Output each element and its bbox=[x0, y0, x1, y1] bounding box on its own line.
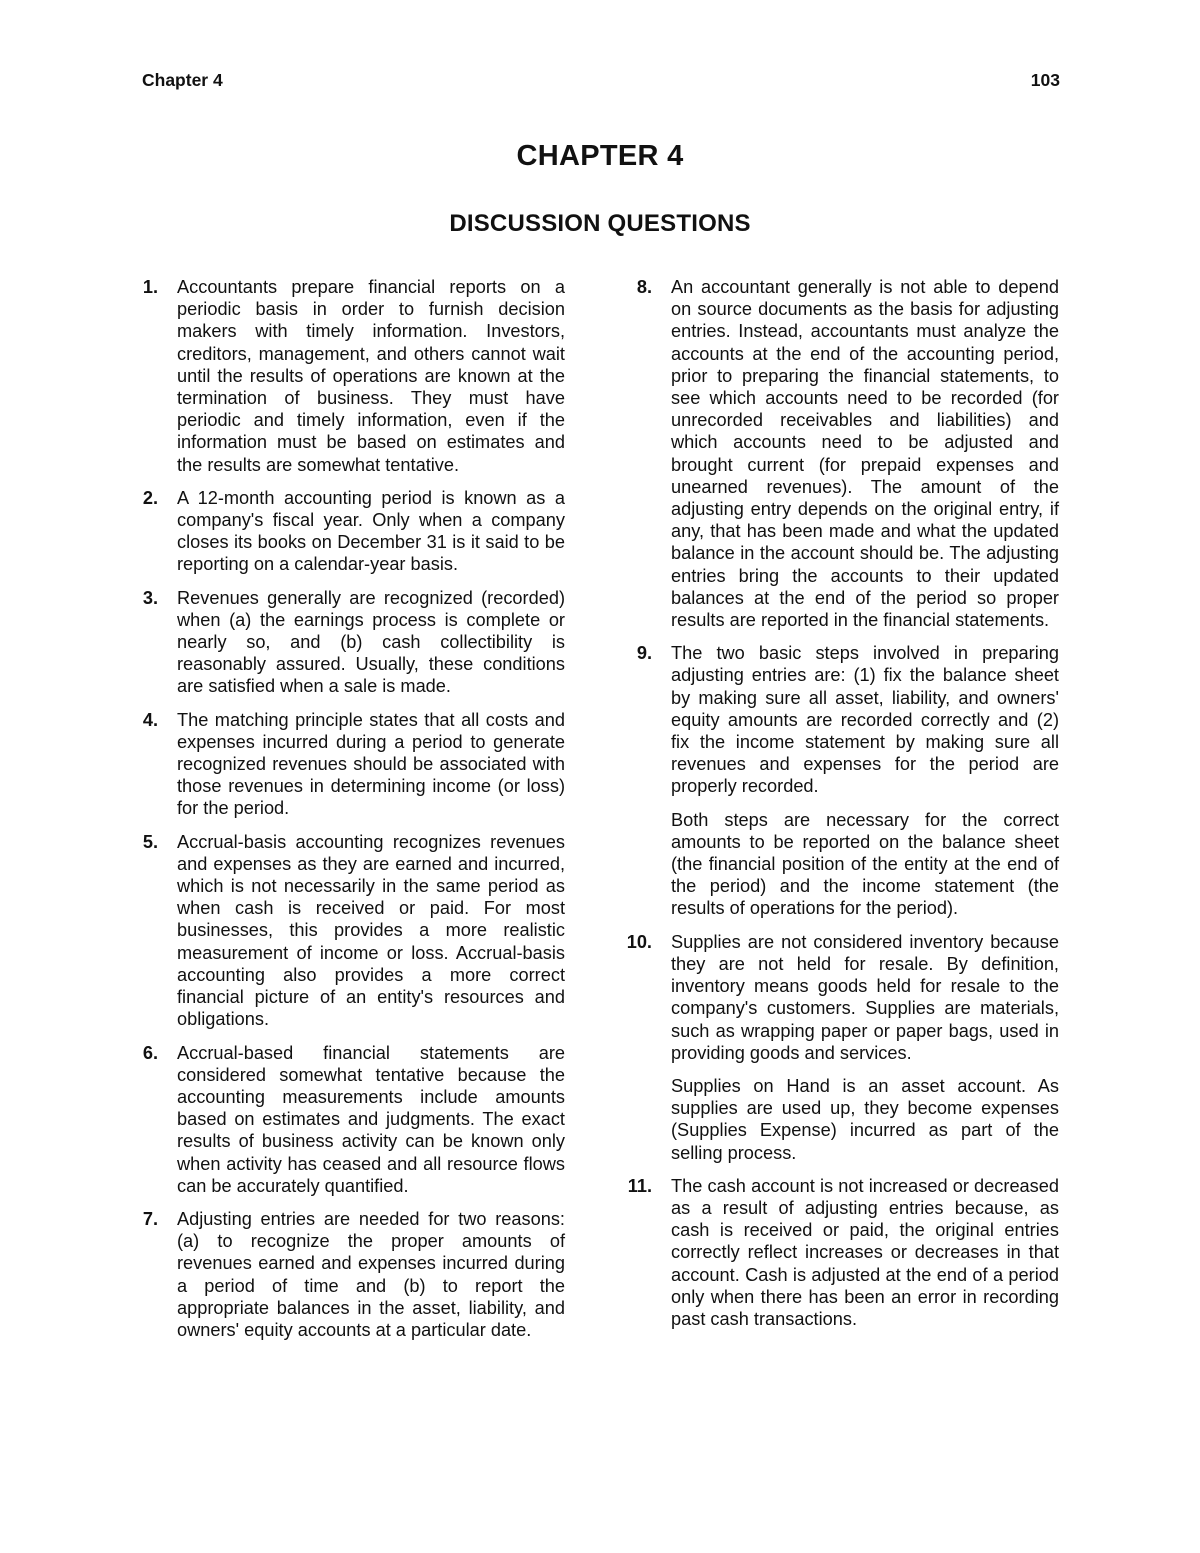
question-number: 7. bbox=[142, 1208, 158, 1229]
question-number: 6. bbox=[142, 1042, 158, 1063]
question-9 bbox=[614, 642, 1059, 919]
question-number: 3. bbox=[142, 587, 158, 608]
running-header-chapter: Chapter 4 bbox=[142, 70, 223, 90]
question-5 bbox=[120, 831, 565, 1031]
question-7 bbox=[120, 1208, 565, 1341]
question-number: 11. bbox=[627, 1175, 652, 1196]
question-text-continued: Supplies on Hand is an asset account. As supplies are used up, they become expenses (Supplies Expense) incurred as part of the selling process. bbox=[671, 1075, 1059, 1163]
question-number: 4. bbox=[142, 709, 158, 730]
question-text: The cash account is not increased or decreased as a result of adjusting entries because, as cash is received or paid, the original entries correctly reflect increases or decreases in that account. Cash is adjusted at the end of a period only when there has been an error in recording past cash transactions. bbox=[671, 1175, 1059, 1329]
question-2 bbox=[120, 487, 565, 576]
question-number: 2. bbox=[142, 487, 158, 508]
question-text: Accrual-basis accounting recognizes revenues and expenses as they are earned and incurred, which is not necessarily in the same period as when cash is received or paid. For most businesses, this provides a more realistic measurement of income or loss. Accrual-basis accounting also provides a more correct financial picture of an entity's resources and obligations. bbox=[177, 831, 565, 1030]
question-text: Accountants prepare financial reports on a periodic basis in order to furnish decision makers with timely information. Investors, creditors, management, and others cannot wait until the results of operations are known at the termination of business. They must have periodic and timely information, even if the information must be based on estimates and the results are somewhat tentative. bbox=[177, 277, 565, 475]
question-text-continued: Both steps are necessary for the correct amounts to be reported on the balance sheet (the financial position of the entity at the end of the period) and the income statement (the results of operations for the period). bbox=[671, 809, 1059, 919]
question-text: Accrual-based financial statements are considered somewhat tentative because the accounting measurements include amounts based on estimates and judgments. The exact results of business activity can be known only when activity has ceased and all resource flows can be accurately quantified. bbox=[177, 1042, 565, 1196]
question-text: A 12-month accounting period is known as a company's fiscal year. Only when a company closes its books on December 31 is it said to be reporting on a calendar-year basis. bbox=[177, 487, 565, 575]
page-number: 103 bbox=[1030, 70, 1060, 90]
right-column bbox=[614, 276, 1059, 1341]
question-3 bbox=[120, 587, 565, 698]
question-text: Supplies are not considered inventory because they are not held for resale. By definition, inventory means goods held for resale to the company's customers. Supplies are materials, such as wrapping paper or paper bags, used in providing goods and services. bbox=[671, 931, 1059, 1063]
question-4 bbox=[120, 709, 565, 820]
question-text: Revenues generally are recognized (recorded) when (a) the earnings process is complete or nearly so, and (b) cash collectibility is reasonably assured. Usually, these conditions are satisfied when a sale is made. bbox=[177, 587, 565, 697]
chapter-title: CHAPTER 4 bbox=[516, 140, 684, 172]
question-1 bbox=[120, 276, 565, 476]
section-title: DISCUSSION QUESTIONS bbox=[449, 210, 751, 237]
question-10 bbox=[614, 931, 1059, 1164]
question-8 bbox=[614, 276, 1059, 631]
question-text: An accountant generally is not able to depend on source documents as the basis for adjusting entries. Instead, accountants must analyze the accounts at the end of the accounting period, prior to preparing the financial statements, to see which accounts need to be recorded (for unrecorded receivables and liabilities) and which accounts need to be adjusted and brought current (for prepaid expenses and unearned revenues). The amount of the adjusting entry depends on the original entry, if any, that has been made and what the updated balance in the account should be. The adjusting entries bring the accounts to their updated balances at the end of the period so proper results are reported in the financial statements. bbox=[671, 277, 1059, 631]
question-number: 9. bbox=[636, 643, 652, 664]
question-text: The matching principle states that all costs and expenses incurred during a period to generate recognized revenues should be associated with those revenues in determining income (or loss) for the period. bbox=[177, 709, 565, 819]
question-number: 10. bbox=[626, 931, 652, 952]
running-header bbox=[142, 70, 1060, 96]
question-11 bbox=[614, 1175, 1059, 1330]
question-number: 1. bbox=[142, 277, 158, 297]
question-6 bbox=[120, 1042, 565, 1197]
left-column bbox=[120, 276, 565, 1352]
question-number: 5. bbox=[142, 831, 158, 852]
question-number: 8. bbox=[636, 277, 652, 297]
question-text: The two basic steps involved in preparing adjusting entries are: (1) fix the balance sheet by making sure all asset, liability, and owners' equity amounts are recorded correctly and (2) fix the income statement by making sure all revenues and expenses for the period are properly recorded. bbox=[671, 643, 1059, 797]
question-text: Adjusting entries are needed for two reasons: (a) to recognize the proper amounts of revenues earned and expenses incurred during a period of time and (b) to report the appropriate balances in the asset, liability, and owners' equity accounts at a particular date. bbox=[177, 1208, 565, 1340]
